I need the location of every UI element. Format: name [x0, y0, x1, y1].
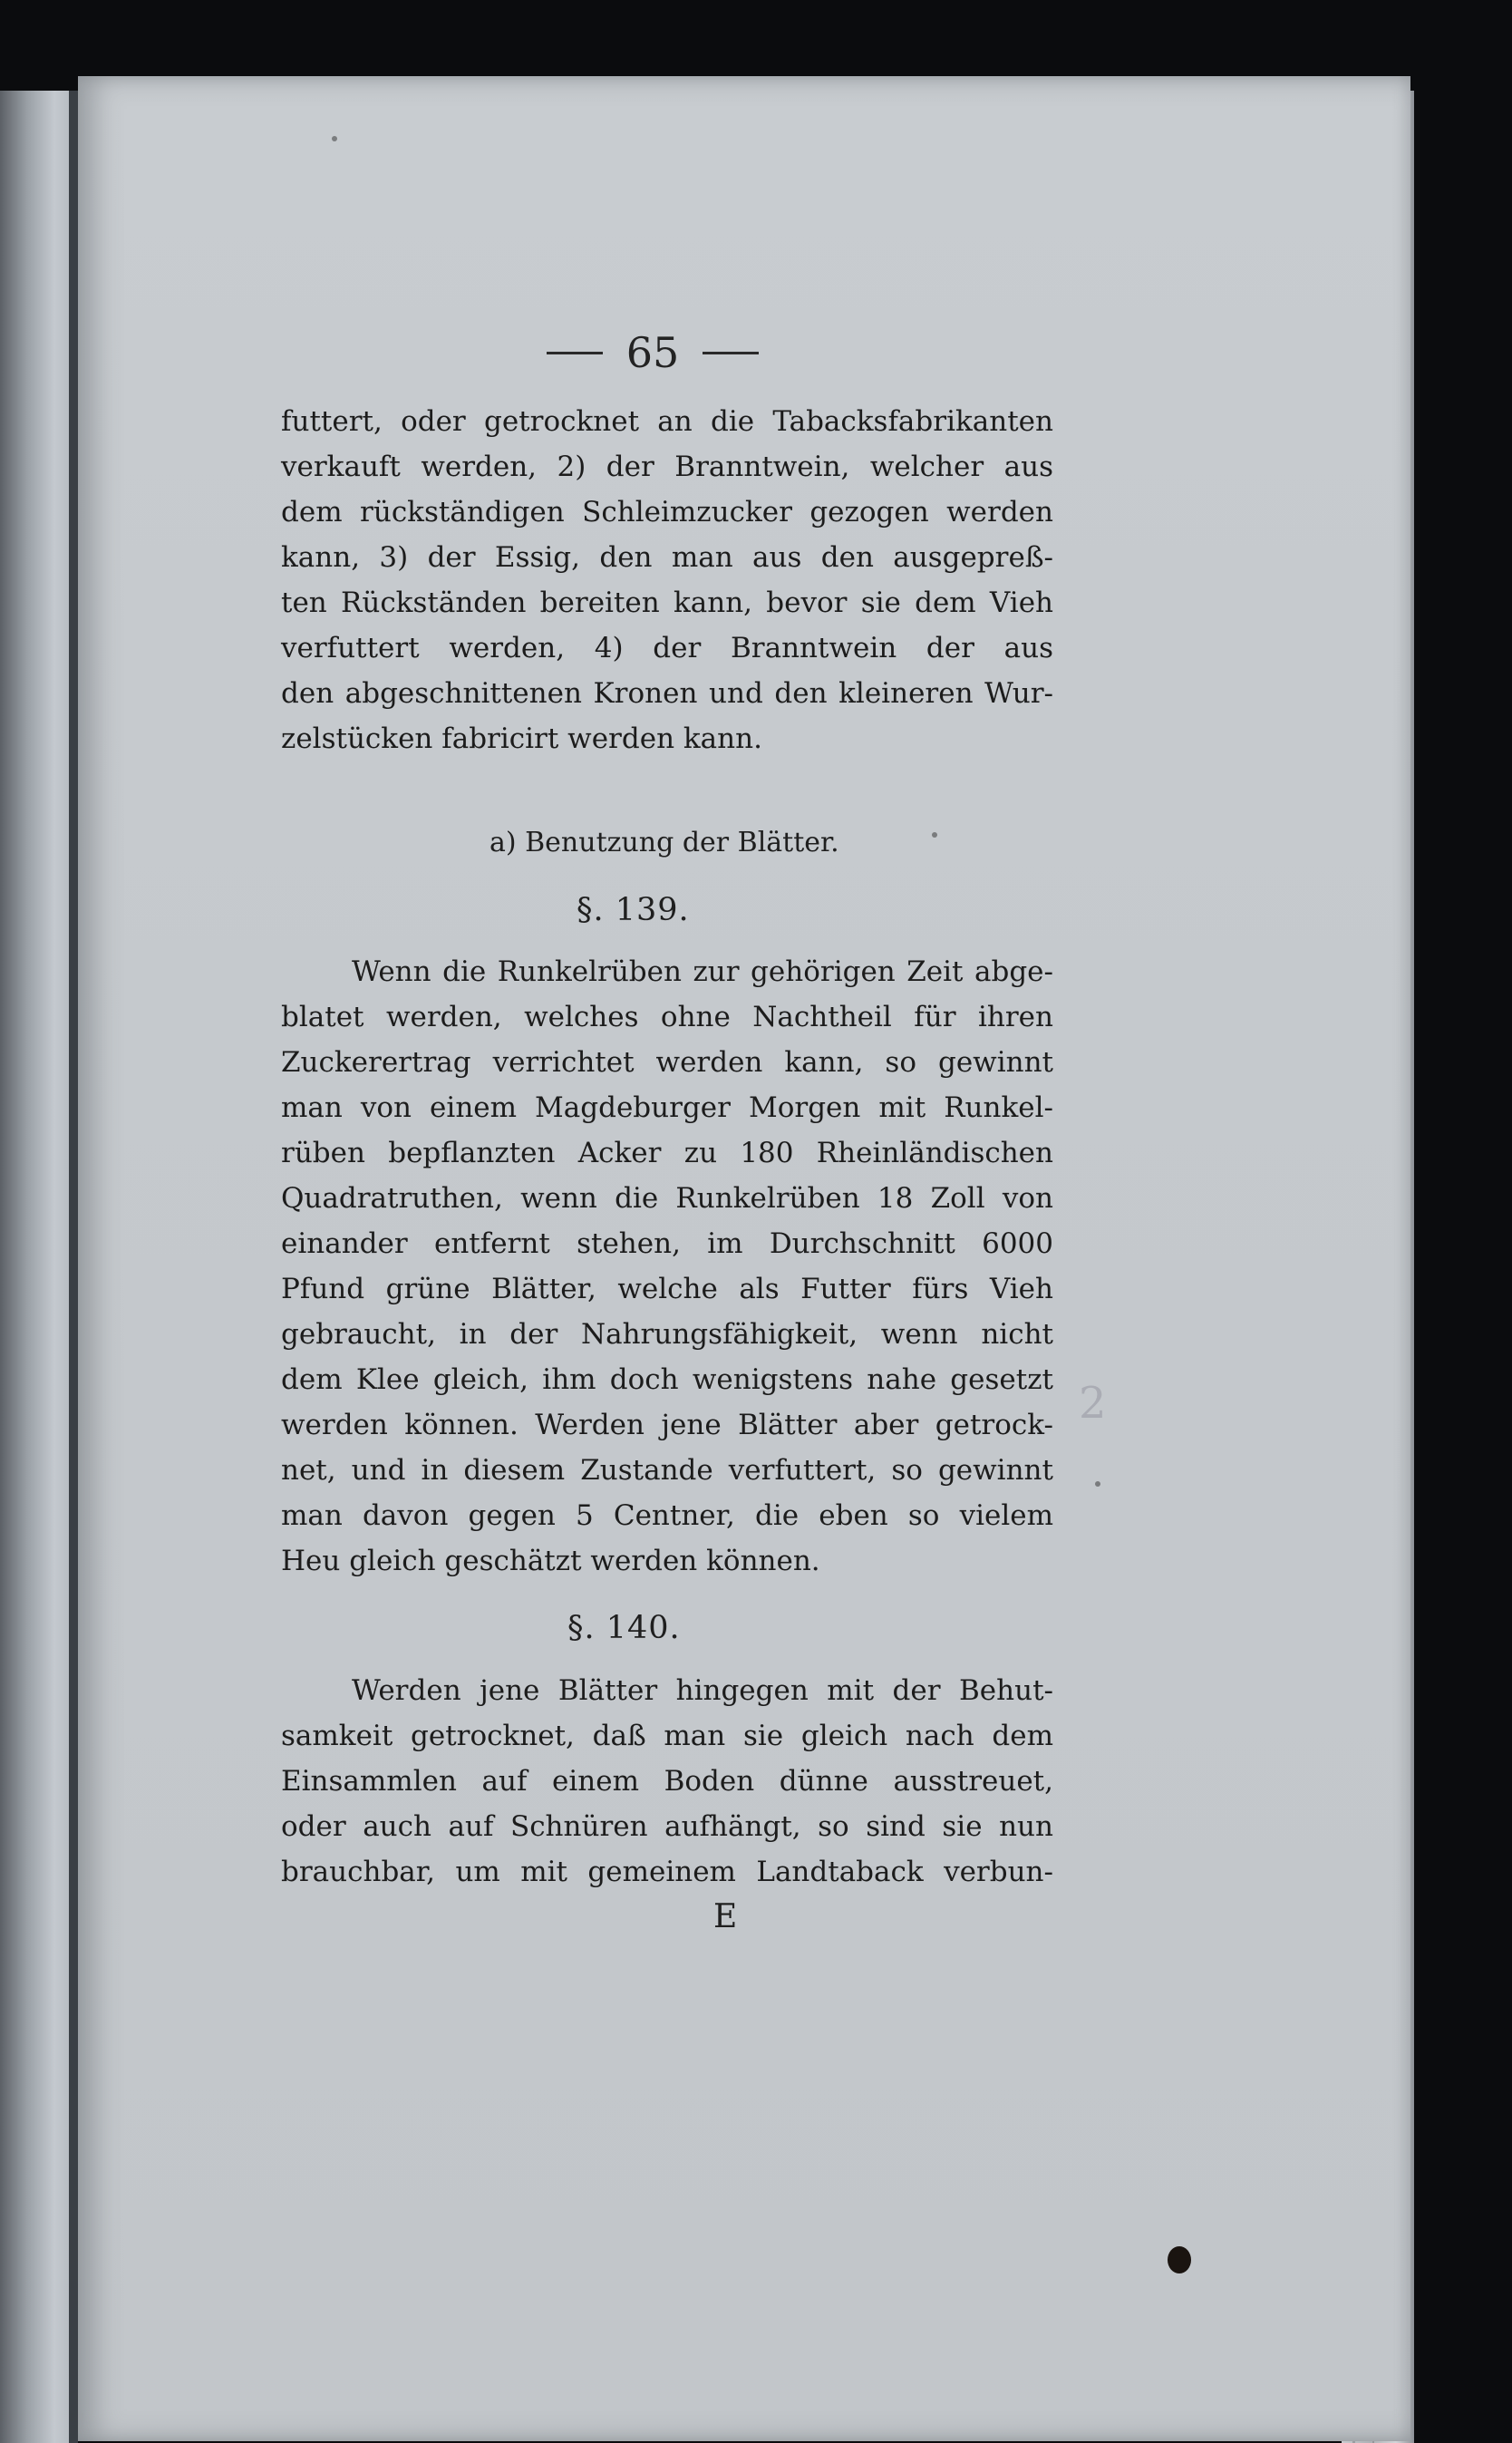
- text-line: rüben bepflanzten Acker zu 180 Rheinländischen: [281, 1137, 1053, 1169]
- text-line: Quadratruthen, wenn die Runkelrüben 18 Zoll von: [281, 1182, 1053, 1215]
- text-line: den abgeschnittenen Kronen und den kleineren Wur-: [281, 677, 1053, 710]
- text-line: Einsammlen auf einem Boden dünne ausstreuet,: [281, 1765, 1053, 1798]
- running-head: [535, 321, 771, 384]
- text-line: dem Klee gleich, ihm doch wenigstens nahe gesetzt: [281, 1363, 1053, 1396]
- paper-speck: [1095, 1481, 1100, 1487]
- paper-speck: [932, 832, 937, 838]
- text-line: man von einem Magdeburger Morgen mit Runkel-: [281, 1091, 1053, 1124]
- text-line: man davon gegen 5 Centner, die eben so vielem: [281, 1499, 1053, 1532]
- text-line: verfuttert werden, 4) der Branntwein der aus: [281, 632, 1053, 664]
- text-line: Wenn die Runkelrüben zur gehörigen Zeit abge-: [352, 955, 1053, 988]
- dash-right: [703, 352, 759, 354]
- text-line: Heu gleich geschätzt werden können.: [281, 1545, 820, 1577]
- section-heading: a) Benutzung der Blätter.: [489, 827, 839, 858]
- paragraph-139: [281, 949, 1053, 1584]
- text-line: gebraucht, in der Nahrungsfähigkeit, wenn nicht: [281, 1318, 1053, 1351]
- text-line: ten Rückständen bereiten kann, bevor sie dem Vieh: [281, 587, 1053, 619]
- page-number: 65: [625, 328, 680, 377]
- paragraph-intro: [281, 399, 1053, 761]
- text-line: oder auch auf Schnüren aufhängt, so sind sie nun: [281, 1810, 1053, 1843]
- text-line: Werden jene Blätter hingegen mit der Behut-: [352, 1674, 1053, 1707]
- paragraph-140: [281, 1668, 1053, 1895]
- text-line: kann, 3) der Essig, den man aus den ausgepreß-: [281, 541, 1053, 574]
- text-line: Pfund grüne Blätter, welche als Futter fürs Vieh: [281, 1273, 1053, 1305]
- text-line: blatet werden, welches ohne Nachtheil für ihren: [281, 1001, 1053, 1033]
- text-line: dem rückständigen Schleimzucker gezogen werden: [281, 496, 1053, 528]
- text-line: net, und in diesem Zustande verfuttert, so gewinnt: [281, 1454, 1053, 1487]
- margin-pencil-note: 2: [1079, 1378, 1107, 1429]
- text-line: verkauft werden, 2) der Branntwein, welcher aus: [281, 451, 1053, 483]
- text-line: einander entfernt stehen, im Durchschnitt 6000: [281, 1227, 1053, 1260]
- book-spine: [69, 91, 78, 2443]
- text-line: brauchbar, um mit gemeinem Landtaback verbun-: [281, 1856, 1053, 1888]
- section-number-140: §. 140.: [567, 1610, 681, 1646]
- ink-blot: [1168, 2246, 1191, 2273]
- text-line: zelstücken fabricirt werden kann.: [281, 722, 762, 755]
- signature-mark: E: [713, 1898, 738, 1935]
- text-line: Zuckerertrag verrichtet werden kann, so gewinnt: [281, 1046, 1053, 1079]
- text-line: samkeit getrocknet, daß man sie gleich nach dem: [281, 1720, 1053, 1752]
- text-line: futtert, oder getrocknet an die Tabacksfabrikanten: [281, 405, 1053, 438]
- text-line: werden können. Werden jene Blätter aber getrock-: [281, 1409, 1053, 1441]
- section-number-139: §. 139.: [577, 892, 690, 928]
- dash-left: [547, 352, 603, 354]
- paper-speck: [332, 136, 337, 141]
- book-edge-left: [0, 91, 78, 2443]
